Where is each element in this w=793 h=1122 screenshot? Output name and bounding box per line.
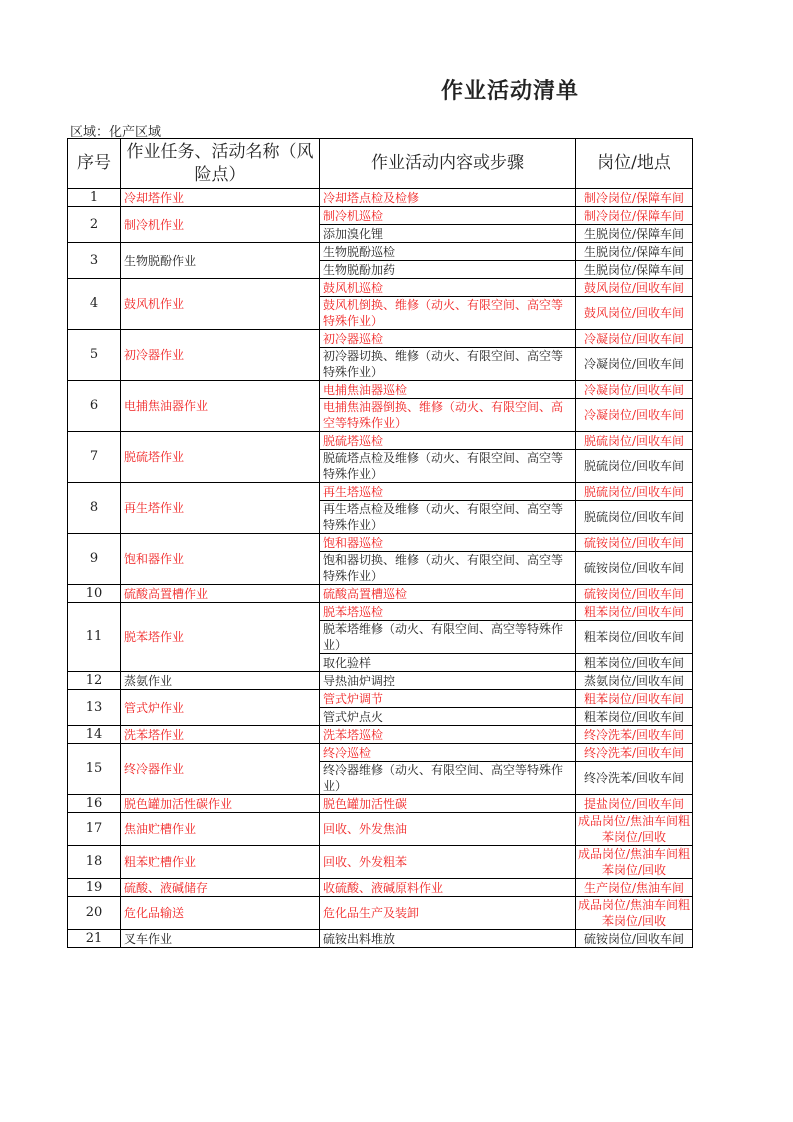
area-label: 区域：化产区域 [70,125,162,140]
table-row [68,534,693,552]
activity-name: 蒸氨作业 [121,672,320,690]
activity-name: 再生塔作业 [121,483,320,534]
table-row [68,897,693,930]
table-row [68,726,693,744]
table-row [68,603,693,621]
activity-name: 鼓风机作业 [121,279,320,330]
activity-name: 脱苯塔作业 [121,603,320,672]
activity-name: 管式炉作业 [121,690,320,726]
activity-step: 脱硫塔点检及维修（动火、有限空间、高空等特殊作业） [320,450,576,483]
table-row [68,672,693,690]
table-row [68,207,693,225]
post-location: 硫铵岗位/回收车间 [576,552,693,585]
post-location: 生脱岗位/保障车间 [576,225,693,243]
activity-step: 添加溴化锂 [320,225,576,243]
activity-step: 回收、外发焦油 [320,813,576,846]
post-location: 鼓风岗位/回收车间 [576,297,693,330]
activity-step: 导热油炉调控 [320,672,576,690]
activity-step: 终冷巡检 [320,744,576,762]
table-row [68,189,693,207]
activity-step: 饱和器切换、维修（动火、有限空间、高空等特殊作业） [320,552,576,585]
post-location: 终冷洗苯/回收车间 [576,726,693,744]
activity-step: 制冷机巡检 [320,207,576,225]
activity-name: 硫酸、液碱储存 [121,879,320,897]
activity-step: 洗苯塔巡检 [320,726,576,744]
header-post: 岗位/地点 [576,139,693,189]
row-number: 1 [68,189,121,207]
post-location: 生脱岗位/保障车间 [576,261,693,279]
activity-step: 硫酸高置槽巡检 [320,585,576,603]
row-number: 15 [68,744,121,795]
post-location: 冷凝岗位/回收车间 [576,399,693,432]
activity-step: 管式炉调节 [320,690,576,708]
row-number: 3 [68,243,121,279]
header-row [68,139,693,189]
table-row [68,483,693,501]
activity-step: 鼓风机巡检 [320,279,576,297]
post-location: 冷凝岗位/回收车间 [576,348,693,381]
activity-step: 回收、外发粗苯 [320,846,576,879]
activity-step: 脱硫塔巡检 [320,432,576,450]
post-location: 硫铵岗位/回收车间 [576,930,693,948]
row-number: 6 [68,381,121,432]
activity-name: 电捕焦油器作业 [121,381,320,432]
header-content: 作业活动内容或步骤 [320,139,576,189]
row-number: 14 [68,726,121,744]
activity-name: 硫酸高置槽作业 [121,585,320,603]
post-location: 成品岗位/焦油车间粗苯岗位/回收 [576,813,693,846]
table-row [68,744,693,762]
row-number: 16 [68,795,121,813]
post-location: 冷凝岗位/回收车间 [576,330,693,348]
activity-name: 洗苯塔作业 [121,726,320,744]
post-location: 脱硫岗位/回收车间 [576,483,693,501]
row-number: 9 [68,534,121,585]
activity-step: 生物脱酚巡检 [320,243,576,261]
row-number: 8 [68,483,121,534]
table-row [68,279,693,297]
activity-step: 冷却塔点检及检修 [320,189,576,207]
row-number: 2 [68,207,121,243]
row-number: 12 [68,672,121,690]
header-name: 作业任务、活动名称（风险点） [121,139,320,189]
post-location: 制冷岗位/保障车间 [576,207,693,225]
row-number: 19 [68,879,121,897]
activity-name: 危化品输送 [121,897,320,930]
row-number: 17 [68,813,121,846]
activity-step: 终冷器维修（动火、有限空间、高空等特殊作业） [320,762,576,795]
activity-step: 管式炉点火 [320,708,576,726]
activity-name: 生物脱酚作业 [121,243,320,279]
page-title: 作业活动清单 [441,79,580,104]
activity-step: 再生塔巡检 [320,483,576,501]
post-location: 脱硫岗位/回收车间 [576,450,693,483]
post-location: 生产岗位/焦油车间 [576,879,693,897]
activity-name: 终冷器作业 [121,744,320,795]
post-location: 制冷岗位/保障车间 [576,189,693,207]
activity-step: 再生塔点检及维修（动火、有限空间、高空等特殊作业） [320,501,576,534]
activity-step: 脱苯塔巡检 [320,603,576,621]
row-number: 11 [68,603,121,672]
activity-name: 饱和器作业 [121,534,320,585]
activity-name: 叉车作业 [121,930,320,948]
table-row [68,846,693,879]
activity-name: 制冷机作业 [121,207,320,243]
table-row [68,813,693,846]
post-location: 脱硫岗位/回收车间 [576,501,693,534]
table-row [68,330,693,348]
post-location: 硫铵岗位/回收车间 [576,534,693,552]
post-location: 鼓风岗位/回收车间 [576,279,693,297]
table-row [68,432,693,450]
post-location: 粗苯岗位/回收车间 [576,654,693,672]
activity-step: 电捕焦油器倒换、维修（动火、有限空间、高空等特殊作业） [320,399,576,432]
activity-step: 饱和器巡检 [320,534,576,552]
row-number: 4 [68,279,121,330]
activity-step: 初冷器切换、维修（动火、有限空间、高空等特殊作业） [320,348,576,381]
post-location: 冷凝岗位/回收车间 [576,381,693,399]
post-location: 粗苯岗位/回收车间 [576,690,693,708]
post-location: 成品岗位/焦油车间粗苯岗位/回收 [576,846,693,879]
post-location: 蒸氨岗位/回收车间 [576,672,693,690]
table-row [68,585,693,603]
activity-step: 取化验样 [320,654,576,672]
row-number: 21 [68,930,121,948]
post-location: 生脱岗位/保障车间 [576,243,693,261]
activity-step: 脱色罐加活性碳 [320,795,576,813]
header-no: 序号 [68,139,121,189]
row-number: 5 [68,330,121,381]
post-location: 粗苯岗位/回收车间 [576,603,693,621]
activity-step: 硫铵出料堆放 [320,930,576,948]
table-row [68,879,693,897]
post-location: 提盐岗位/回收车间 [576,795,693,813]
table-row [68,243,693,261]
row-number: 7 [68,432,121,483]
post-location: 成品岗位/焦油车间粗苯岗位/回收 [576,897,693,930]
post-location: 终冷洗苯/回收车间 [576,744,693,762]
table-row [68,690,693,708]
row-number: 10 [68,585,121,603]
post-location: 终冷洗苯/回收车间 [576,762,693,795]
post-location: 粗苯岗位/回收车间 [576,621,693,654]
activity-table [67,138,693,948]
activity-step: 电捕焦油器巡检 [320,381,576,399]
table-row [68,381,693,399]
activity-step: 初冷器巡检 [320,330,576,348]
activity-step: 鼓风机倒换、维修（动火、有限空间、高空等特殊作业） [320,297,576,330]
post-location: 粗苯岗位/回收车间 [576,708,693,726]
table-row [68,795,693,813]
activity-name: 脱色罐加活性碳作业 [121,795,320,813]
post-location: 硫铵岗位/回收车间 [576,585,693,603]
activity-name: 冷却塔作业 [121,189,320,207]
activity-name: 焦油贮槽作业 [121,813,320,846]
activity-name: 粗苯贮槽作业 [121,846,320,879]
table-row [68,930,693,948]
activity-step: 生物脱酚加药 [320,261,576,279]
activity-step: 危化品生产及装卸 [320,897,576,930]
row-number: 13 [68,690,121,726]
activity-step: 脱苯塔维修（动火、有限空间、高空等特殊作业） [320,621,576,654]
activity-name: 初冷器作业 [121,330,320,381]
row-number: 18 [68,846,121,879]
post-location: 脱硫岗位/回收车间 [576,432,693,450]
row-number: 20 [68,897,121,930]
activity-name: 脱硫塔作业 [121,432,320,483]
table-body [68,189,693,948]
activity-step: 收硫酸、液碱原料作业 [320,879,576,897]
